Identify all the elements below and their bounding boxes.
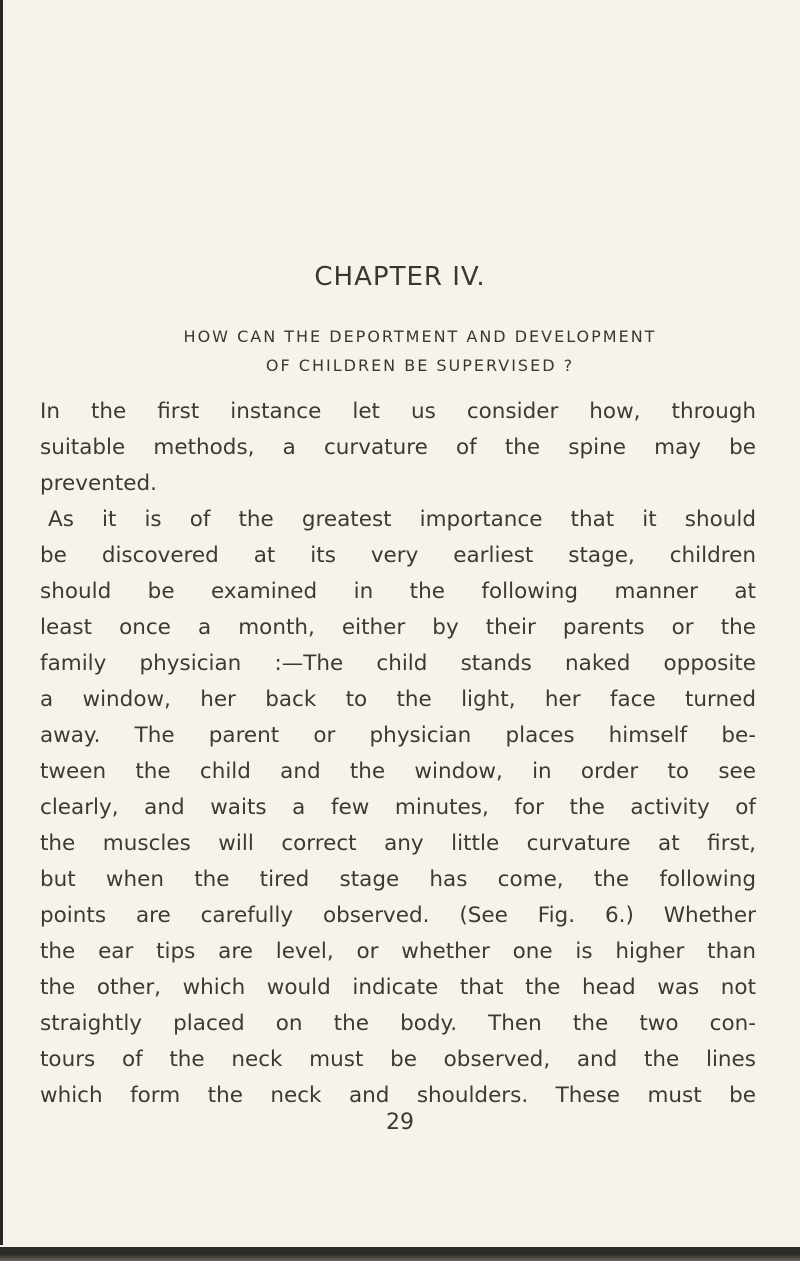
body-line-7: least once a month, either by their parents or the — [40, 615, 756, 640]
page-edge-bottom — [0, 1247, 800, 1261]
body-line-14: but when the tired stage has come, the following — [40, 867, 756, 892]
page-number: 29 — [386, 1110, 414, 1135]
body-line-3: prevented. — [40, 471, 157, 496]
body-line-11: tween the child and the window, in order to see — [40, 759, 756, 784]
body-line-12: clearly, and waits a few minutes, for the activity of — [40, 795, 756, 820]
chapter-title-line-1: HOW CAN THE DEPORTMENT AND DEVELOPMENT — [183, 327, 657, 346]
chapter-title — [120, 322, 720, 380]
chapter-title-line-2: OF CHILDREN BE SUPERVISED ? — [265, 356, 575, 375]
body-line-9: a window, her back to the light, her face turned — [40, 687, 756, 712]
body-line-6: should be examined in the following manner at — [40, 579, 756, 604]
body-line-18: straightly placed on the body. Then the two con- — [40, 1011, 756, 1036]
page-edge-left — [0, 0, 3, 1245]
body-line-13: the muscles will correct any little curvature at first, — [40, 831, 756, 856]
body-line-15: points are carefully observed. (See Fig. 6.) Whether — [40, 903, 756, 928]
body-line-2: suitable methods, a curvature of the spine may be — [40, 435, 756, 460]
body-line-8: family physician :—The child stands naked opposite — [40, 651, 756, 676]
body-line-1: In the first instance let us consider how, through — [40, 399, 756, 424]
body-line-19: tours of the neck must be observed, and the lines — [40, 1047, 756, 1072]
body-line-5: be discovered at its very earliest stage, children — [40, 543, 756, 568]
body-line-17: the other, which would indicate that the head was not — [40, 975, 756, 1000]
chapter-heading: CHAPTER IV. — [314, 262, 486, 292]
body-line-4: As it is of the greatest importance that it should — [48, 507, 756, 532]
body-line-10: away. The parent or physician places himself be- — [40, 723, 756, 748]
body-line-16: the ear tips are level, or whether one is higher than — [40, 939, 756, 964]
body-line-20: which form the neck and shoulders. These must be — [40, 1083, 756, 1108]
